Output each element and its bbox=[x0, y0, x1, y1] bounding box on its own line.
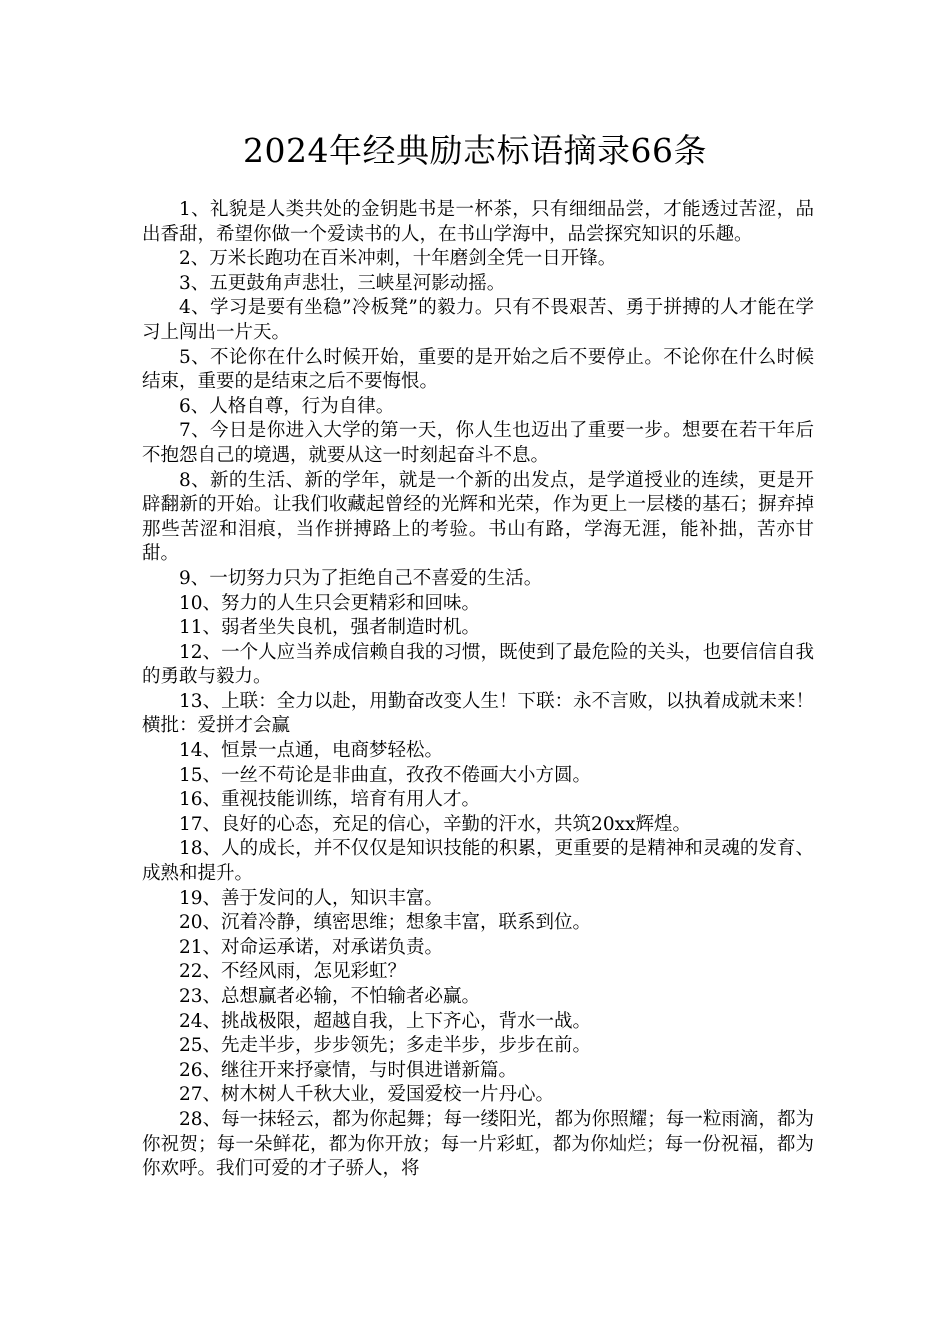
paragraph-17: 17、良好的心态，充足的信心，辛勤的汗水，共筑20xx辉煌。 bbox=[179, 813, 691, 835]
paragraph-26: 26、继往开来抒豪情，与时俱进谱新篇。 bbox=[179, 1059, 518, 1081]
paragraph-14: 14、恒景一点通，电商梦轻松。 bbox=[179, 740, 444, 762]
paragraph-13: 13、上联：全力以赴，用勤奋改变人生！下联：永不言败，以执着成就未来！横批：爱拼才会赢 bbox=[142, 690, 814, 737]
paragraph-8: 8、新的生活、新的学年，就是一个新的出发点，是学道授业的连续，更是开辟翻新的开始。让我们收藏起曾经的光辉和光荣，作为更上一层楼的基石；摒弃掉那些苦涩和泪痕，当作拼搏路上的考验。书山有路，学海无涯，能补拙，苦亦甘甜。 bbox=[142, 469, 814, 565]
paragraph-5: 5、不论你在什么时候开始，重要的是开始之后不要停止。不论你在什么时候结束，重要的是结束之后不要悔恨。 bbox=[142, 346, 814, 393]
paragraph-16: 16、重视技能训练，培育有用人才。 bbox=[179, 789, 481, 811]
paragraph-11: 11、弱者坐失良机，强者制造时机。 bbox=[179, 617, 481, 639]
paragraph-3: 3、五更鼓角声悲壮，三峡星河影动摇。 bbox=[179, 272, 506, 294]
paragraph-9: 9、一切努力只为了拒绝自己不喜爱的生活。 bbox=[179, 567, 543, 589]
paragraph-2: 2、万米长跑功在百米冲刺，十年磨剑全凭一日开锋。 bbox=[179, 248, 617, 270]
paragraph-10: 10、努力的人生只会更精彩和回味。 bbox=[179, 592, 481, 614]
paragraph-24: 24、挑战极限，超越自我，上下齐心，背水一战。 bbox=[179, 1010, 592, 1032]
paragraph-23: 23、总想赢者必输，不怕输者必赢。 bbox=[179, 986, 481, 1007]
paragraph-20: 20、沉着冷静，缜密思维；想象丰富，联系到位。 bbox=[179, 912, 592, 934]
paragraph-6: 6、人格自尊，行为自律。 bbox=[179, 395, 395, 417]
paragraph-19: 19、善于发问的人，知识丰富。 bbox=[179, 887, 444, 909]
paragraph-1: 1、礼貌是人类共处的金钥匙书是一杯茶，只有细细品尝，才能透过苦涩，品出香甜，希望你做一个爱读书的人，在书山学海中，品尝探究知识的乐趣。 bbox=[142, 199, 814, 245]
document-title: 2024年经典励志标语摘录66条 bbox=[243, 131, 707, 170]
paragraph-28: 28、每一抹轻云，都为你起舞；每一缕阳光，都为你照耀；每一粒雨滴，都为你祝贺；每一朵鲜花，都为你开放；每一片彩虹，都为你灿烂；每一份祝福，都为你欢呼。我们可爱的才子骄人，将 bbox=[142, 1108, 814, 1180]
paragraph-27: 27、树木树人千秋大业，爱国爱校一片丹心。 bbox=[179, 1084, 555, 1106]
paragraph-25: 25、先走半步，步步领先；多走半步，步步在前。 bbox=[179, 1035, 592, 1057]
paragraph-4: 4、学习是要有坐稳”冷板凳”的毅力。只有不畏艰苦、勇于拼搏的人才能在学习上闯出一片天。 bbox=[142, 297, 814, 343]
paragraph-21: 21、对命运承诺，对承诺负责。 bbox=[179, 936, 444, 958]
paragraph-12: 12、一个人应当养成信赖自我的习惯，既使到了最危险的关头，也要信信自我的勇敢与毅力。 bbox=[142, 641, 814, 688]
paragraph-22: 22、不经风雨，怎见彩虹？ bbox=[179, 961, 407, 983]
paragraph-18: 18、人的成长，并不仅仅是知识技能的积累，更重要的是精神和灵魂的发育、成熟和提升。 bbox=[142, 838, 814, 885]
paragraph-7: 7、今日是你进入大学的第一天，你人生也迈出了重要一步。想要在若干年后不抱怨自己的境遇，就要从这一时刻起奋斗不息。 bbox=[142, 420, 814, 466]
paragraph-15: 15、一丝不苟论是非曲直，孜孜不倦画大小方圆。 bbox=[179, 764, 592, 786]
document-body bbox=[142, 198, 814, 1182]
